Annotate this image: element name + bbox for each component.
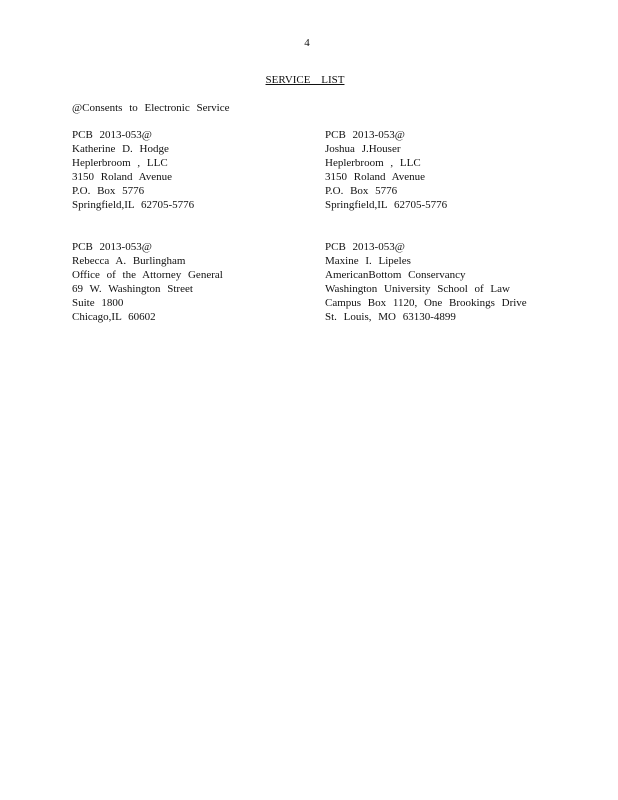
entry-street: 69 W. Washington Street — [72, 283, 193, 295]
entry-organization: Heplerbroom , LLC — [325, 157, 421, 169]
electronic-service-note: @Consents to Electronic Service — [72, 102, 230, 114]
entry-organization: Office of the Attorney General — [72, 269, 223, 281]
service-entry-hodge — [72, 128, 194, 212]
page-number: 4 — [304, 37, 310, 49]
page-title — [0, 73, 616, 87]
service-entry-lipeles — [325, 240, 527, 324]
entry-name: Katherine D. Hodge — [72, 143, 169, 155]
entry-name: Joshua J.Houser — [325, 143, 401, 155]
entry-street: Campus Box 1120, One Brookings Drive — [325, 297, 527, 309]
entry-po-box: P.O. Box 5776 — [325, 185, 398, 197]
entry-city-zip: Chicago,IL 60602 — [72, 311, 156, 323]
service-list-heading: SERVICE LIST — [265, 74, 345, 86]
service-entry-houser — [325, 128, 447, 212]
entry-po-box: P.O. Box 5776 — [72, 185, 145, 197]
entry-name: Maxine I. Lipeles — [325, 255, 411, 267]
entry-case-number: PCB 2013-053@ — [72, 241, 152, 253]
entry-case-number: PCB 2013-053@ — [72, 129, 152, 141]
service-entry-burlingham — [72, 240, 223, 324]
entry-city-zip: Springfield,IL 62705-5776 — [72, 199, 195, 211]
entry-case-number: PCB 2013-053@ — [325, 129, 405, 141]
entry-institution: Washington University School of Law — [325, 283, 510, 295]
entry-city-zip: Springfield,IL 62705-5776 — [325, 199, 448, 211]
entry-organization: AmericanBottom Conservancy — [325, 269, 466, 281]
entry-organization: Heplerbroom , LLC — [72, 157, 168, 169]
entry-suite: Suite 1800 — [72, 297, 124, 309]
entry-case-number: PCB 2013-053@ — [325, 241, 405, 253]
entry-street: 3150 Roland Avenue — [325, 171, 426, 183]
entry-city-zip: St. Louis, MO 63130-4899 — [325, 311, 456, 323]
entry-street: 3150 Roland Avenue — [72, 171, 173, 183]
entry-name: Rebecca A. Burlingham — [72, 255, 186, 267]
